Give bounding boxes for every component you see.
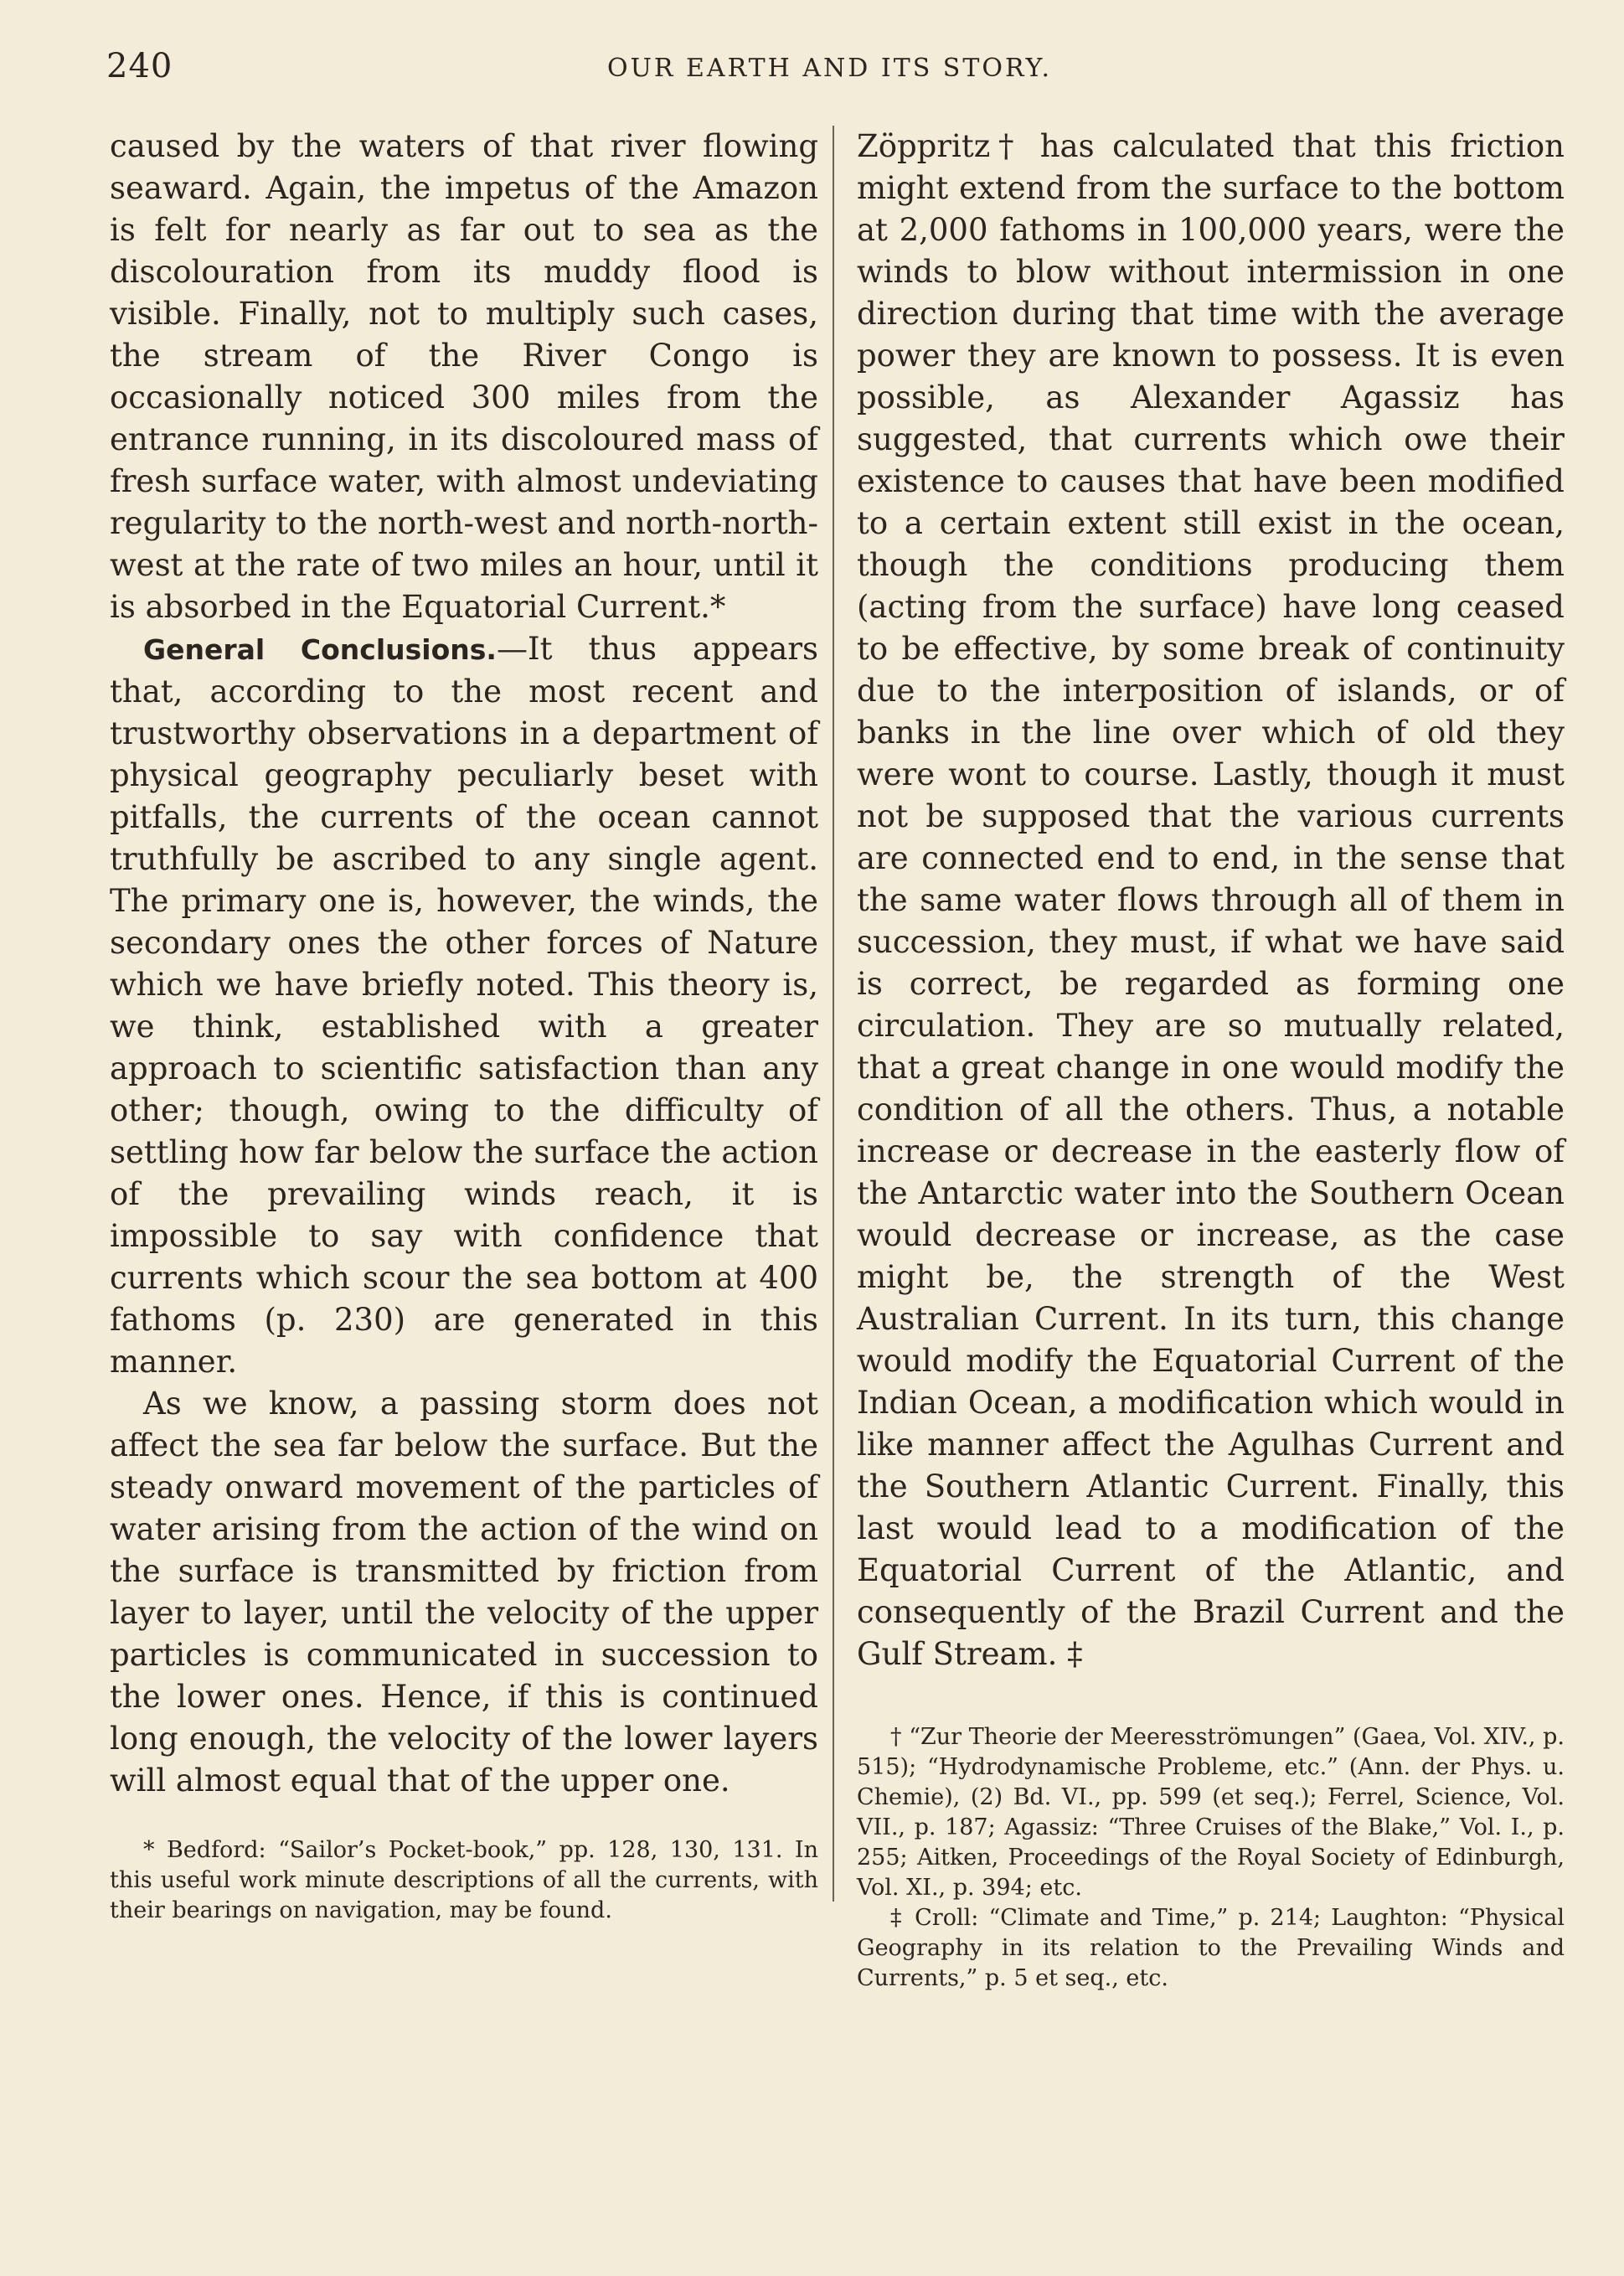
footnote: † “Zur Theorie der Meeresströmungen” (Gaea, Vol. XIV., p. 515); “Hydrodynamische Probleme, etc.” (Ann. der Phys. u. Chemie), (2) Bd. VI., pp. 599 (et seq.); Ferrel, Science, Vol. VII., p. 187; Agassiz: “Three Cruises of the Blake,” Vol. I., p. 255; Aitken, Proceedings of the Royal Society of Edinburgh, Vol. XI., p. 394; etc. (857, 1724, 1565, 1901)
section-sidehead: General Conclusions. (143, 633, 497, 666)
left-column (110, 126, 818, 1926)
paragraph: Zöppritz† has calculated that this friction might extend from the surface to the bottom at 2,000 fathoms in 100,000 years, were the winds to blow without intermission in one direction during that time with the average power they are known to possess. It is even possible, as Alexander Agassiz has suggested, that currents which owe their existence to causes that have been modified to a certain extent still exist in the ocean, though the conditions producing them (acting from the surface) have long ceased to be effective, by some break of continuity due to the interposition of islands, or of banks in the line over which of old they were wont to course. Lastly, though it must not be supposed that the various currents are connected end to end, in the sense that the same water flows through all of them in succession, they must, if what we have said is correct, be regarded as forming one circulation. They are so mutually related, that a great change in one would modify the condition of all the others. Thus, a notable increase or decrease in the easterly flow of the Antarctic water into the Southern Ocean would decrease or increase, as the case might be, the strength of the West Australian Current. In its turn, this change would modify the Equatorial Current of the Indian Ocean, a modification which would in like manner affect the Agulhas Current and the Southern Atlantic Current. Finally, this last would lead to a modification of the Equatorial Current of the Atlantic, and consequently of the Brazil Current and the Gulf Stream. ‡ (857, 128, 1565, 1672)
paragraph: As we know, a passing storm does not affect the sea far below the surface. But the steady onward movement of the particles of water arising from the action of the wind on the surface is transmitted by friction from layer to layer, until the velocity of the upper particles is communicated in succession to the lower ones. Hence, if this is continued long enough, the velocity of the lower layers will almost equal that of the upper one. (110, 1386, 818, 1799)
page-number: 240 (106, 47, 173, 85)
running-title: OUR EARTH AND ITS STORY. (607, 54, 1053, 83)
footnote-area (110, 1835, 818, 1926)
column-divider (833, 126, 834, 1902)
paragraph: caused by the waters of that river flowing seaward. Again, the impetus of the Amazon is felt for nearly as far out to sea as the discolouration from its muddy flood is visible. Finally, not to multiply such cases, the stream of the River Congo is occasionally noticed 300 miles from the entrance running, in its discoloured mass of fresh surface water, with almost undeviating regularity to the north-west and north-north-west at the rate of two miles an hour, until it is absorbed in the Equatorial Current.* (110, 128, 818, 625)
footnote: ‡ Croll: “Climate and Time,” p. 214; Laughton: “Physical Geography in its relation to the Prevailing Winds and Currents,” p. 5 et seq., etc. (857, 1905, 1565, 1991)
footnote: * Bedford: “Sailor’s Pocket-book,” pp. 128, 130, 131. In this useful work minute descriptions of all the currents, with their bearings on navigation, may be found. (110, 1837, 818, 1923)
footnote-area (857, 1722, 1565, 1994)
paragraph-general-conclusions (110, 628, 818, 1383)
paragraph-body: —It thus appears that, according to the most recent and trustworthy observations in a department of physical geography peculiarly beset with pitfalls, the currents of the ocean cannot truthfully be ascribed to any single agent. The primary one is, however, the winds, the secondary ones the other forces of Nature which we have briefly noted. This theory is, we think, established with a greater approach to scientific satisfaction than any other; though, owing to the difficulty of settling how far below the surface the action of the prevailing winds reach, it is impossible to say with confidence that currents which scour the sea bottom at 400 fathoms (p. 230) are generated in this manner. (110, 631, 818, 1380)
right-column (857, 126, 1565, 1994)
